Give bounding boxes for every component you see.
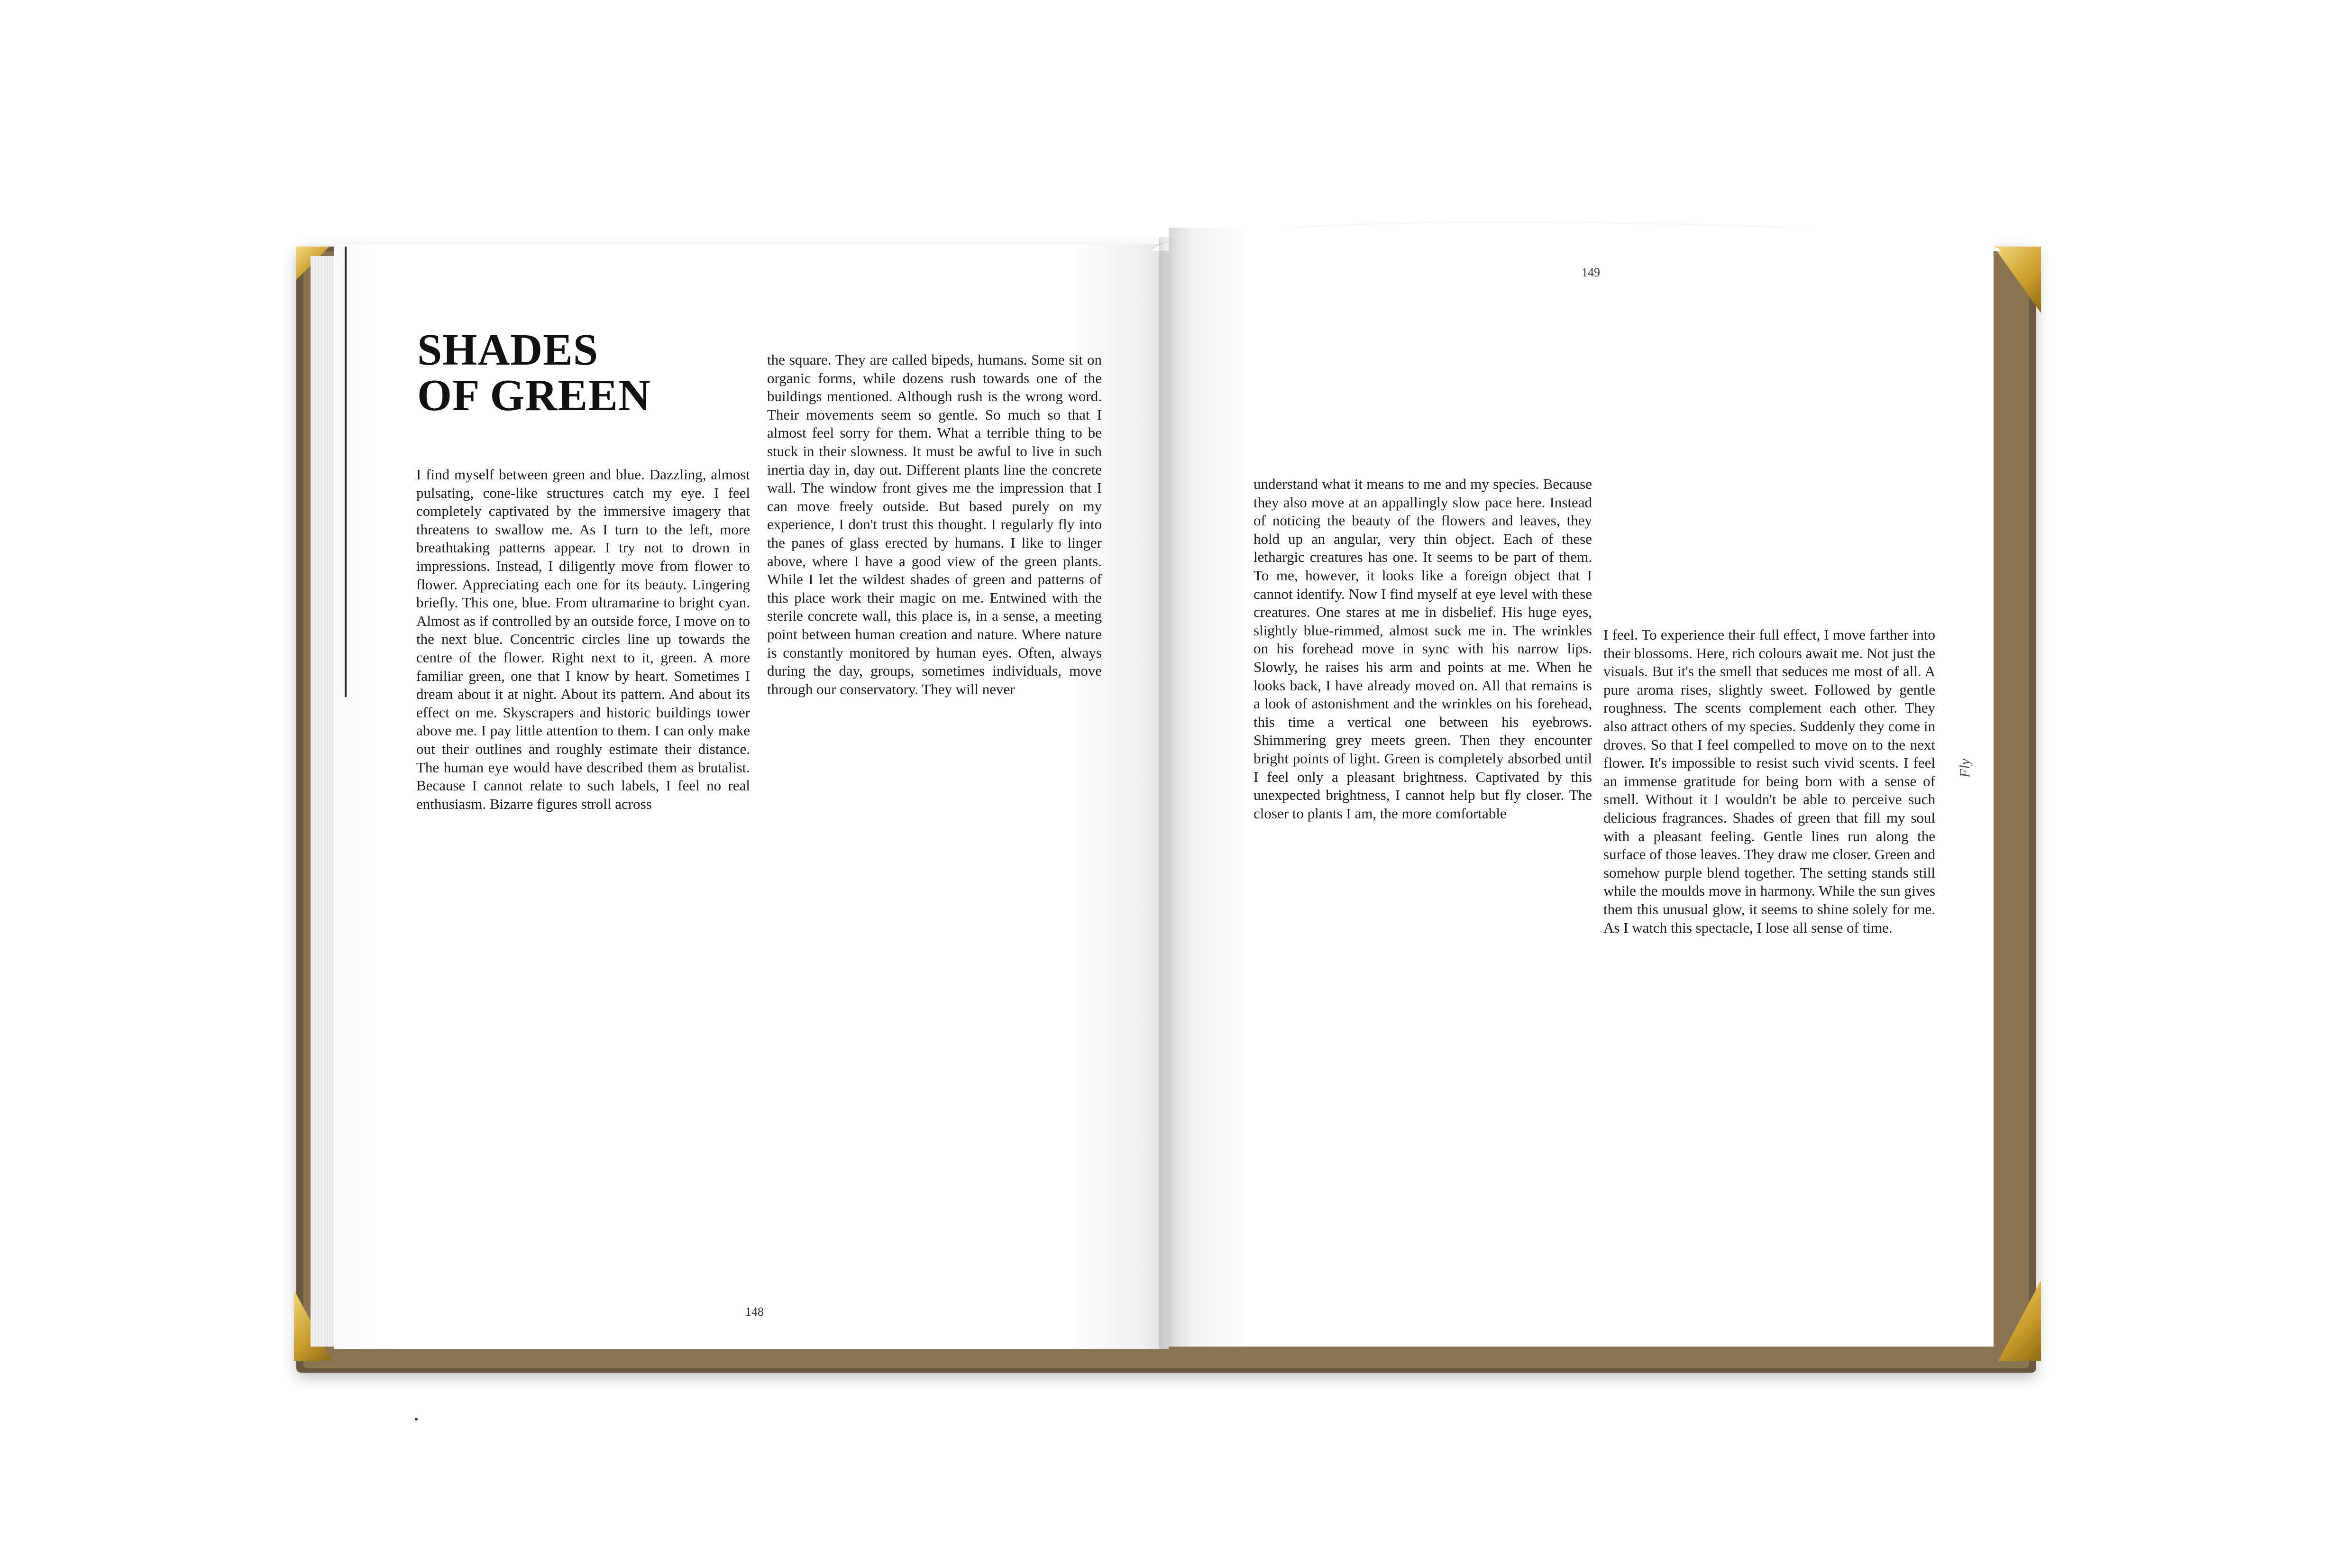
text-column-3: [1254, 475, 1592, 823]
page-number-left: 148: [745, 1305, 764, 1319]
title-line-2: OF GREEN: [417, 371, 651, 420]
left-margin-rule: [345, 247, 347, 697]
text-column-1: [416, 466, 750, 813]
column-2-text: the square. They are called bipeds, humans. Some sit on organic forms, while dozens rush towards one of the buildings mentioned. Although rush is the wrong word. Their movements seem so gentle. So much so that I almost feel sorry for them. What a terrible thing to be stuck in their slowness. It must be awful to live in such inertia day in, day out. Different plants line the concrete wall. The window front gives me the impression that I can move freely outside. But based purely on my experience, I don't trust this thought. I regularly fly into the panes of glass erected by humans. I like to linger above, where I have a good view of the green plants. While I let the wildest shades of green and patterns of this place work their magic on me. Entwined with the sterile concrete wall, this place is, in a sense, a meeting point between human creation and nature. Where nature is constantly monitored by human eyes. Often, always during the day, groups, sometimes individuals, move through our conservatory. They will never: [767, 351, 1102, 697]
text-column-2: [767, 351, 1102, 698]
column-4-text: I feel. To experience their full effect, I move farther into their blossoms. Here, rich colours await me. Not just the visuals. But it's the smell that seduces me most of all. A pure aroma rises, slightly sweet. Followed by gentle roughness. The scents complement each other. They also attract others of my species. Suddenly they come in droves. So that I feel compelled to move on to the next flower. It's impossible to resist such vivid scents. I feel an immense gratitude for being born with a sense of smell. Without it I wouldn't be able to perceive such delicious fragrances. Shades of green that fill my soul with a pleasant feeling. Gentle lines run along the surface of those leaves. They draw me closer. Green and somehow purple blend together. The setting stands still while the moulds move in harmony. While the sun gives them this unusual glow, it seems to shine solely for me. As I watch this spectacle, I lose all sense of time.: [1603, 626, 1935, 936]
text-column-4: [1603, 626, 1935, 937]
chapter-title: [417, 327, 651, 418]
speck: [415, 1418, 418, 1421]
column-1-text: I find myself between green and blue. Dazzling, almost pulsating, cone-like structures catch my eye. I feel completely captivated by the immersive imagery that threatens to swallow me. As I turn to the left, more breathtaking patterns appear. I try not to drown in impressions. Instead, I diligently move from flower to flower. Appreciating each one for its beauty. Lingering briefly. This one, blue. From ultramarine to bright cyan. Almost as if controlled by an outside force, I move on to the next blue. Concentric circles line up towards the centre of the flower. Right next to it, green. A more familiar green, one that I know by heart. Sometimes I dream about it at night. About its pattern. And about its effect on me. Skyscrapers and historic buildings tower above me. I pay little attention to them. I can only make out their outlines and roughly estimate their distance. The human eye would have described them as brutalist. Because I cannot relate to such labels, I feel no real enthusiasm. Bizarre figures stroll across: [416, 466, 750, 812]
book-gutter: [1159, 237, 1178, 1349]
title-line-1: SHADES: [417, 325, 599, 375]
page-number-right: 149: [1582, 266, 1600, 279]
running-head: Fly: [1957, 759, 1973, 778]
column-3-text: understand what it means to me and my species. Because they also move at an appallingly slow pace here. Instead of noticing the beauty of the flowers and leaves, they hold up an angular, very thin object. Each of these lethargic creatures has one. It seems to be part of them. To me, however, it looks like a foreign object that I cannot identify. Now I find myself at eye level with these creatures. One stares at me in disbelief. His huge eyes, slightly blue-rimmed, almost suck me in. The wrinkles on his forehead move in sync with his narrow lips. Slowly, he raises his arm and points at me. When he looks back, I have already moved on. All that remains is a look of astonishment and the wrinkles on his forehead, this time a vertical one between his eyebrows. Shimmering grey meets green. Then they encounter bright points of light. Green is completely absorbed until I feel only a pleasant brightness. Captivated by this unexpected brightness, I cannot help but fly closer. The closer to plants I am, the more comfortable: [1254, 476, 1592, 822]
